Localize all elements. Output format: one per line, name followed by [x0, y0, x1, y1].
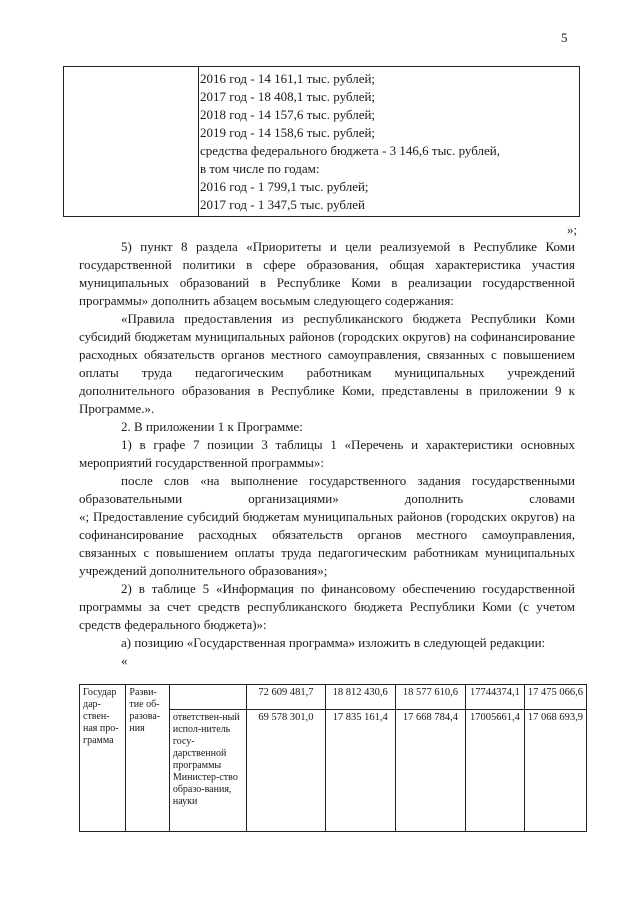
value-cell: 17 835 161,4 [325, 710, 395, 832]
paragraph-after-words: после слов «на выполнение государственного задания государственными образовательными организациями» дополнить словами [79, 473, 575, 506]
funding-line: 2017 год - 18 408,1 тыс. рублей; [200, 89, 376, 104]
funding-line: в том числе по годам: [200, 161, 320, 176]
funding-line: 2016 год - 1 799,1 тыс. рублей; [200, 179, 369, 194]
value-cell: 17 668 784,4 [395, 710, 465, 832]
value-cell: 17744374,1 [466, 685, 525, 710]
table-right-column [200, 70, 575, 214]
paragraph-table-1: 1) в графе 7 позиции 3 таблицы 1 «Перечень и характеристики основных мероприятий государственной программы»: [79, 437, 575, 470]
paragraph-position-a: а) позицию «Государственная программа» изложить в следующей редакции: [121, 635, 546, 650]
closing-quote: »; [567, 222, 578, 237]
paragraph-appendix-1: 2. В приложении 1 к Программе: [121, 419, 303, 434]
program-name-cell: Государ дар-ствен-ная про-грамма [80, 685, 126, 832]
document-body [79, 238, 575, 670]
value-cell: 72 609 481,7 [247, 685, 325, 710]
funding-line: 2017 год - 1 347,5 тыс. рублей [200, 197, 365, 212]
paragraph-table-5: 2) в таблице 5 «Информация по финансовому обеспечению государственной программы за счет средств республиканского бюджета Республики Коми (с учетом средств федерального бюджета)»: [79, 581, 575, 632]
table-row [80, 685, 587, 710]
executor-cell: ответствен-ный испол-нитель госу-дарственной программы Министер-ство образо-вания, науки [169, 710, 246, 832]
funding-line: средства федерального бюджета - 3 146,6 тыс. рублей, [200, 143, 500, 158]
funding-line: 2016 год - 14 161,1 тыс. рублей; [200, 71, 376, 86]
table-left-column [64, 67, 199, 216]
value-cell: 18 812 430,6 [325, 685, 395, 710]
funding-table-fragment [63, 66, 580, 217]
value-cell: 17 068 693,9 [524, 710, 586, 832]
total-label-cell [169, 685, 246, 710]
value-cell: 69 578 301,0 [247, 710, 325, 832]
value-cell: 17005661,4 [466, 710, 525, 832]
value-cell: 18 577 610,6 [395, 685, 465, 710]
subprogram-name-cell: Разви-тие об-разова-ния [126, 685, 169, 832]
paragraph-item-5: 5) пункт 8 раздела «Приоритеты и цели реализуемой в Республике Коми государственной политики в сфере образования, общая характеристика участия муниципальных образований в Республике Коми в реализации государственной программы» дополнить абзацем восьмым следующего содержания: [79, 239, 575, 308]
program-funding-table [79, 684, 587, 832]
paragraph-rules-quote: «Правила предоставления из республиканского бюджета Республики Коми субсидий бюджетам муниципальных районов (городских округов) на софинансирование расходных обязательств органов местного самоуправления, связанных с повышением оплаты труда педагогическим работникам муниципальных учреждений дополнительного образования в Республике Коми, представлены в приложении 9 к Программе.». [79, 311, 575, 416]
funding-line: 2018 год - 14 157,6 тыс. рублей; [200, 107, 376, 122]
paragraph-open-quote: « [121, 653, 128, 668]
page-number: 5 [561, 30, 568, 45]
paragraph-subsidy-words: «; Предоставление субсидий бюджетам муниципальных районов (городских округов) на софинансирование расходных обязательств органов местного самоуправления, связанных с повышением оплаты труда педагогическим работникам муниципальных учреждений дополнительного образования»; [79, 509, 575, 578]
value-cell: 17 475 066,6 [524, 685, 586, 710]
funding-line: 2019 год - 14 158,6 тыс. рублей; [200, 125, 376, 140]
